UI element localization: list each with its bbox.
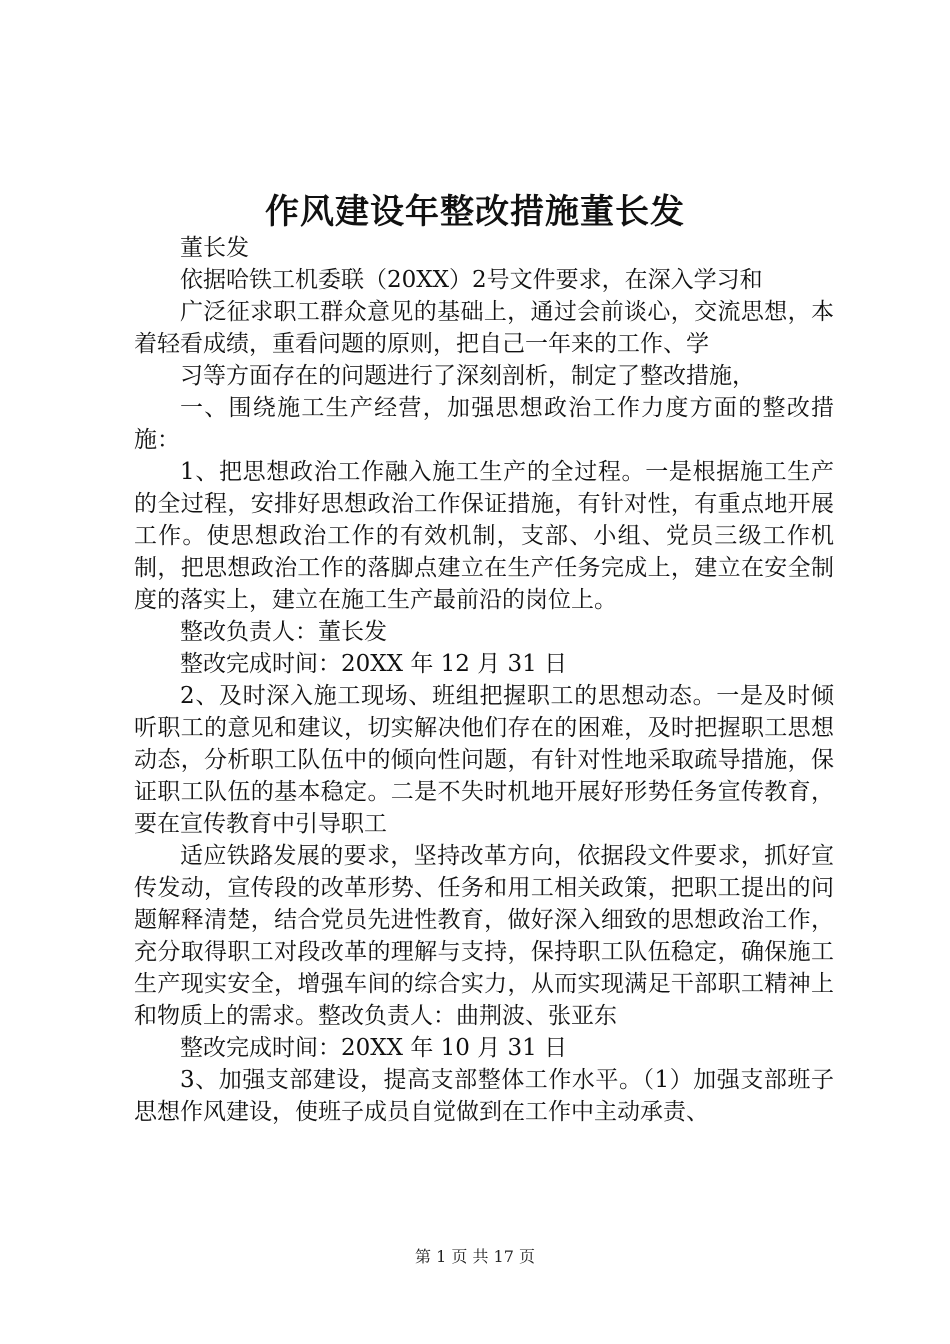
document-title: 作风建设年整改措施董长发 — [265, 192, 685, 232]
paragraph: 依据哈铁工机委联（20XX）2号文件要求，在深入学习和 — [180, 267, 763, 293]
paragraph: 2、及时深入施工现场、班组把握职工的思想动态。一是及时倾听职工的意见和建议，切实解决他们存在的困难，及时把握职工思想动态，分析职工队伍中的倾向性问题，有针对性地采取疏导措施，保证职工队伍的基本稳定。二是不失时机地开展好形势任务宣传教育，要在宣传教育中引导职工 — [134, 683, 834, 837]
author-line: 董长发 — [180, 235, 249, 261]
responsible-person: 整改负责人：董长发 — [180, 619, 387, 645]
paragraph: 适应铁路发展的要求，坚持改革方向，依据段文件要求，抓好宣传发动，宣传段的改革形势、任务和用工相关政策，把职工提出的问题解释清楚，结合党员先进性教育，做好深入细致的思想政治工作，充分取得职工对段改革的理解与支持，保持职工队伍稳定，确保施工生产现实安全，增强车间的综合实力，从而实现满足干部职工精神上和物质上的需求。整改负责人：曲荆波、张亚东 — [134, 843, 834, 1029]
completion-time: 整改完成时间：20XX 年 12 月 31 日 — [180, 651, 568, 677]
section-heading: 一、围绕施工生产经营，加强思想政治工作力度方面的整改措施： — [134, 395, 834, 453]
page-number: 第 1 页 共 17 页 — [415, 1247, 535, 1266]
paragraph: 习等方面存在的问题进行了深刻剖析，制定了整改措施， — [180, 363, 755, 389]
paragraph: 3、加强支部建设，提高支部整体工作水平。（1）加强支部班子思想作风建设，使班子成员自觉做到在工作中主动承责、 — [134, 1067, 834, 1125]
completion-time: 整改完成时间：20XX 年 10 月 31 日 — [180, 1035, 568, 1061]
document-body — [134, 232, 834, 1128]
paragraph: 广泛征求职工群众意见的基础上，通过会前谈心，交流思想，本着轻看成绩，重看问题的原则，把自己一年来的工作、学 — [134, 299, 834, 357]
paragraph: 1、把思想政治工作融入施工生产的全过程。一是根据施工生产的全过程，安排好思想政治工作保证措施，有针对性，有重点地开展工作。使思想政治工作的有效机制，支部、小组、党员三级工作机制，把思想政治工作的落脚点建立在生产任务完成上，建立在安全制度的落实上，建立在施工生产最前沿的岗位上。 — [134, 459, 834, 613]
